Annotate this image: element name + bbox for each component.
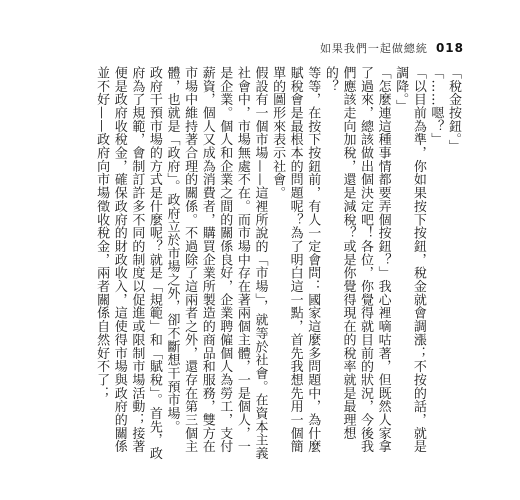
paragraph: 「怎麼連這種事情都要弄個按鈕？」我心裡嘀咕著，但既然人家拿了過來，總該做出個決定吧！各位，你覺得就目前的狀況，今後我們應該走向加稅，還是減稅？或是你覺得現在的稅率就是最理想的？ — [322, 66, 391, 454]
paragraph: 「稅金按鈕。」 — [446, 66, 461, 153]
paragraph: 等等，在按下按鈕前，有人一定會問：國家這麼多問題中，為什麼賦稅會是最根本的問題呢？為了明白這一點，首先我想先用一個簡單的圖形來表示社會。 — [270, 66, 321, 454]
page-number: 018 — [435, 41, 464, 55]
paragraph: 政府干預市場的方式是什麼呢？就是「規範」和「賦稅」。首先，政府為了規範，會制訂許多不同的制度以促進或限制市場活動；接著便是政府收稅金，確保政府的財政收入，這使得市場與政府的關係並不好——政府向市場徵收稅金，兩者關係自然好不了； — [94, 66, 162, 460]
running-header — [320, 40, 464, 56]
paragraph: 假設有一個市場——這裡所說的「市場」，就等於社會。在資本主義社會中，市場無處不在。而市場中存在著兩個主體，一是個人，一是企業。個人和企業之間的關係良好，企業聘僱個人為勞工，支付薪資，個人又成為消費者，購買企業所製造的商品和服務，雙方在市場中維持著合理的關係。不過除了這兩者之外，還存在第三個主體，也就是「政府」。政府立於市場之外，卻不斷想干預市場。 — [164, 66, 268, 460]
paragraph: 「……嗯？」 — [428, 66, 444, 147]
vertical-body-text — [58, 66, 462, 466]
paragraph: 「以目前為準，你如果按下按鈕，稅金就會調漲；不按的話，就是調降。」 — [393, 66, 426, 454]
book-title: 如果我們一起做總統 — [319, 42, 428, 55]
